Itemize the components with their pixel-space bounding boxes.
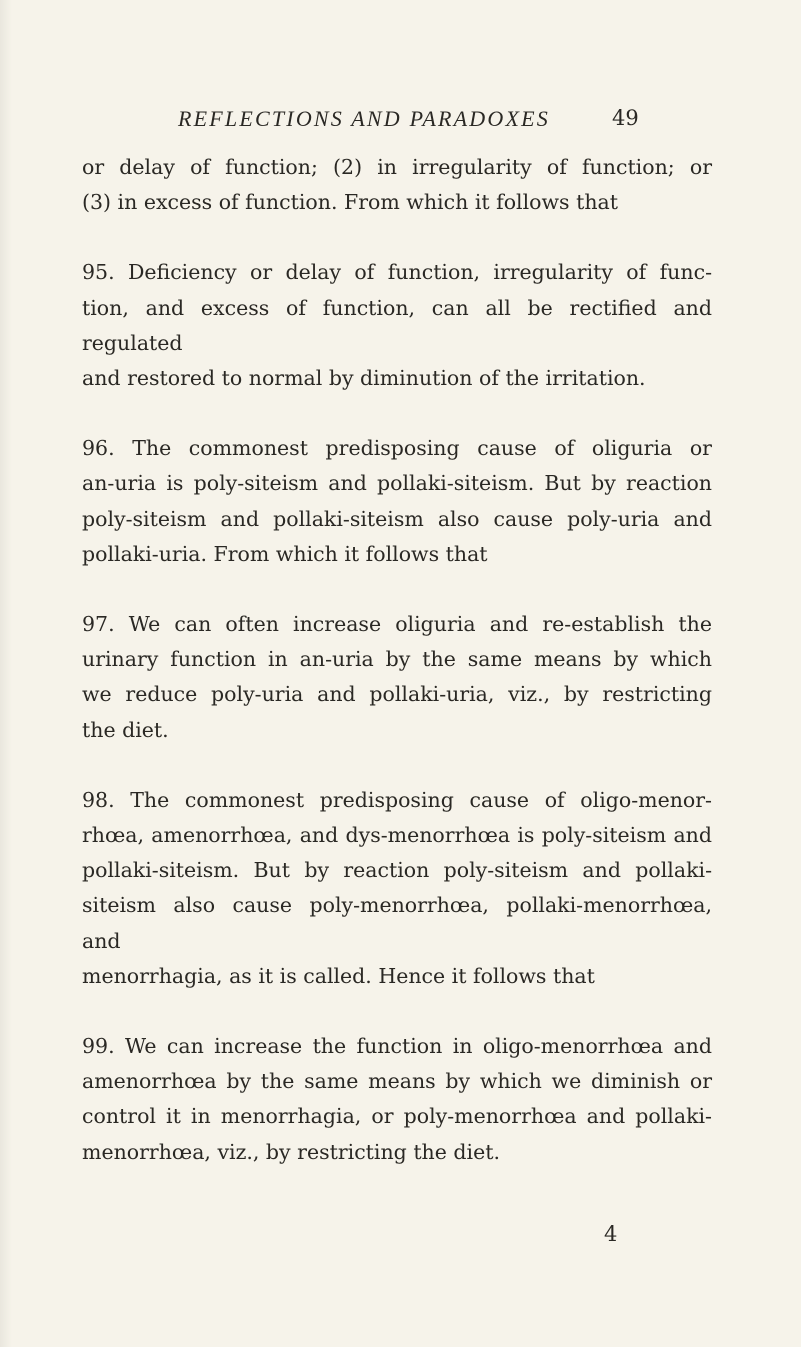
text-line: menorrhœa, viz., by restricting the diet. [82,1139,500,1164]
text-line: and restored to normal by diminution of the irritation. [82,366,646,391]
text-line: 96. The commonest predisposing cause of oliguria or [82,436,712,461]
text-line: an-uria is poly-siteism and pollaki-siteism. But by reaction [82,471,712,496]
text-line: 97. We can often increase oliguria and re-establish the [82,612,712,637]
running-head [0,106,801,136]
text-line: menorrhagia, as it is called. Hence it follows that [82,963,595,988]
running-head-title: REFLECTIONS AND PARADOXES [178,106,550,131]
text-line: siteism also cause poly-menorrhœa, pollaki-menorrhœa, and [82,893,712,953]
text-line: 99. We can increase the function in oligo-menorrhœa and [82,1034,712,1059]
text-line: urinary function in an-uria by the same means by which [82,647,712,672]
body-text [82,150,712,1170]
text-line: control it in menorrhagia, or poly-menorrhœa and pollaki- [82,1104,712,1129]
text-line: poly-siteism and pollaki-siteism also cause poly-uria and [82,506,712,531]
text-line: pollaki-uria. From which it follows that [82,541,488,566]
text-line: or delay of function; (2) in irregularity of function; or [82,155,712,179]
text-line: we reduce poly-uria and pollaki-uria, viz., by restricting [82,682,712,707]
text-line: 98. The commonest predisposing cause of oligo-menor- [82,787,712,812]
page-edge-shadow [0,0,12,1347]
text-line: (3) in excess of function. From which it follows that [82,190,618,215]
text-line: 95. Deficiency or delay of function, irregularity of func- [82,260,712,285]
text-line: the diet. [82,717,169,742]
text-line: amenorrhœa by the same means by which we diminish or [82,1069,712,1094]
page-number: 49 [612,106,639,130]
text-line: pollaki-siteism. But by reaction poly-siteism and pollaki- [82,858,712,883]
text-line: tion, and excess of function, can all be rectified and regulated [82,295,712,355]
text-line: rhœa, amenorrhœa, and dys-menorrhœa is poly-siteism and [82,823,712,848]
signature-mark: 4 [604,1222,618,1246]
